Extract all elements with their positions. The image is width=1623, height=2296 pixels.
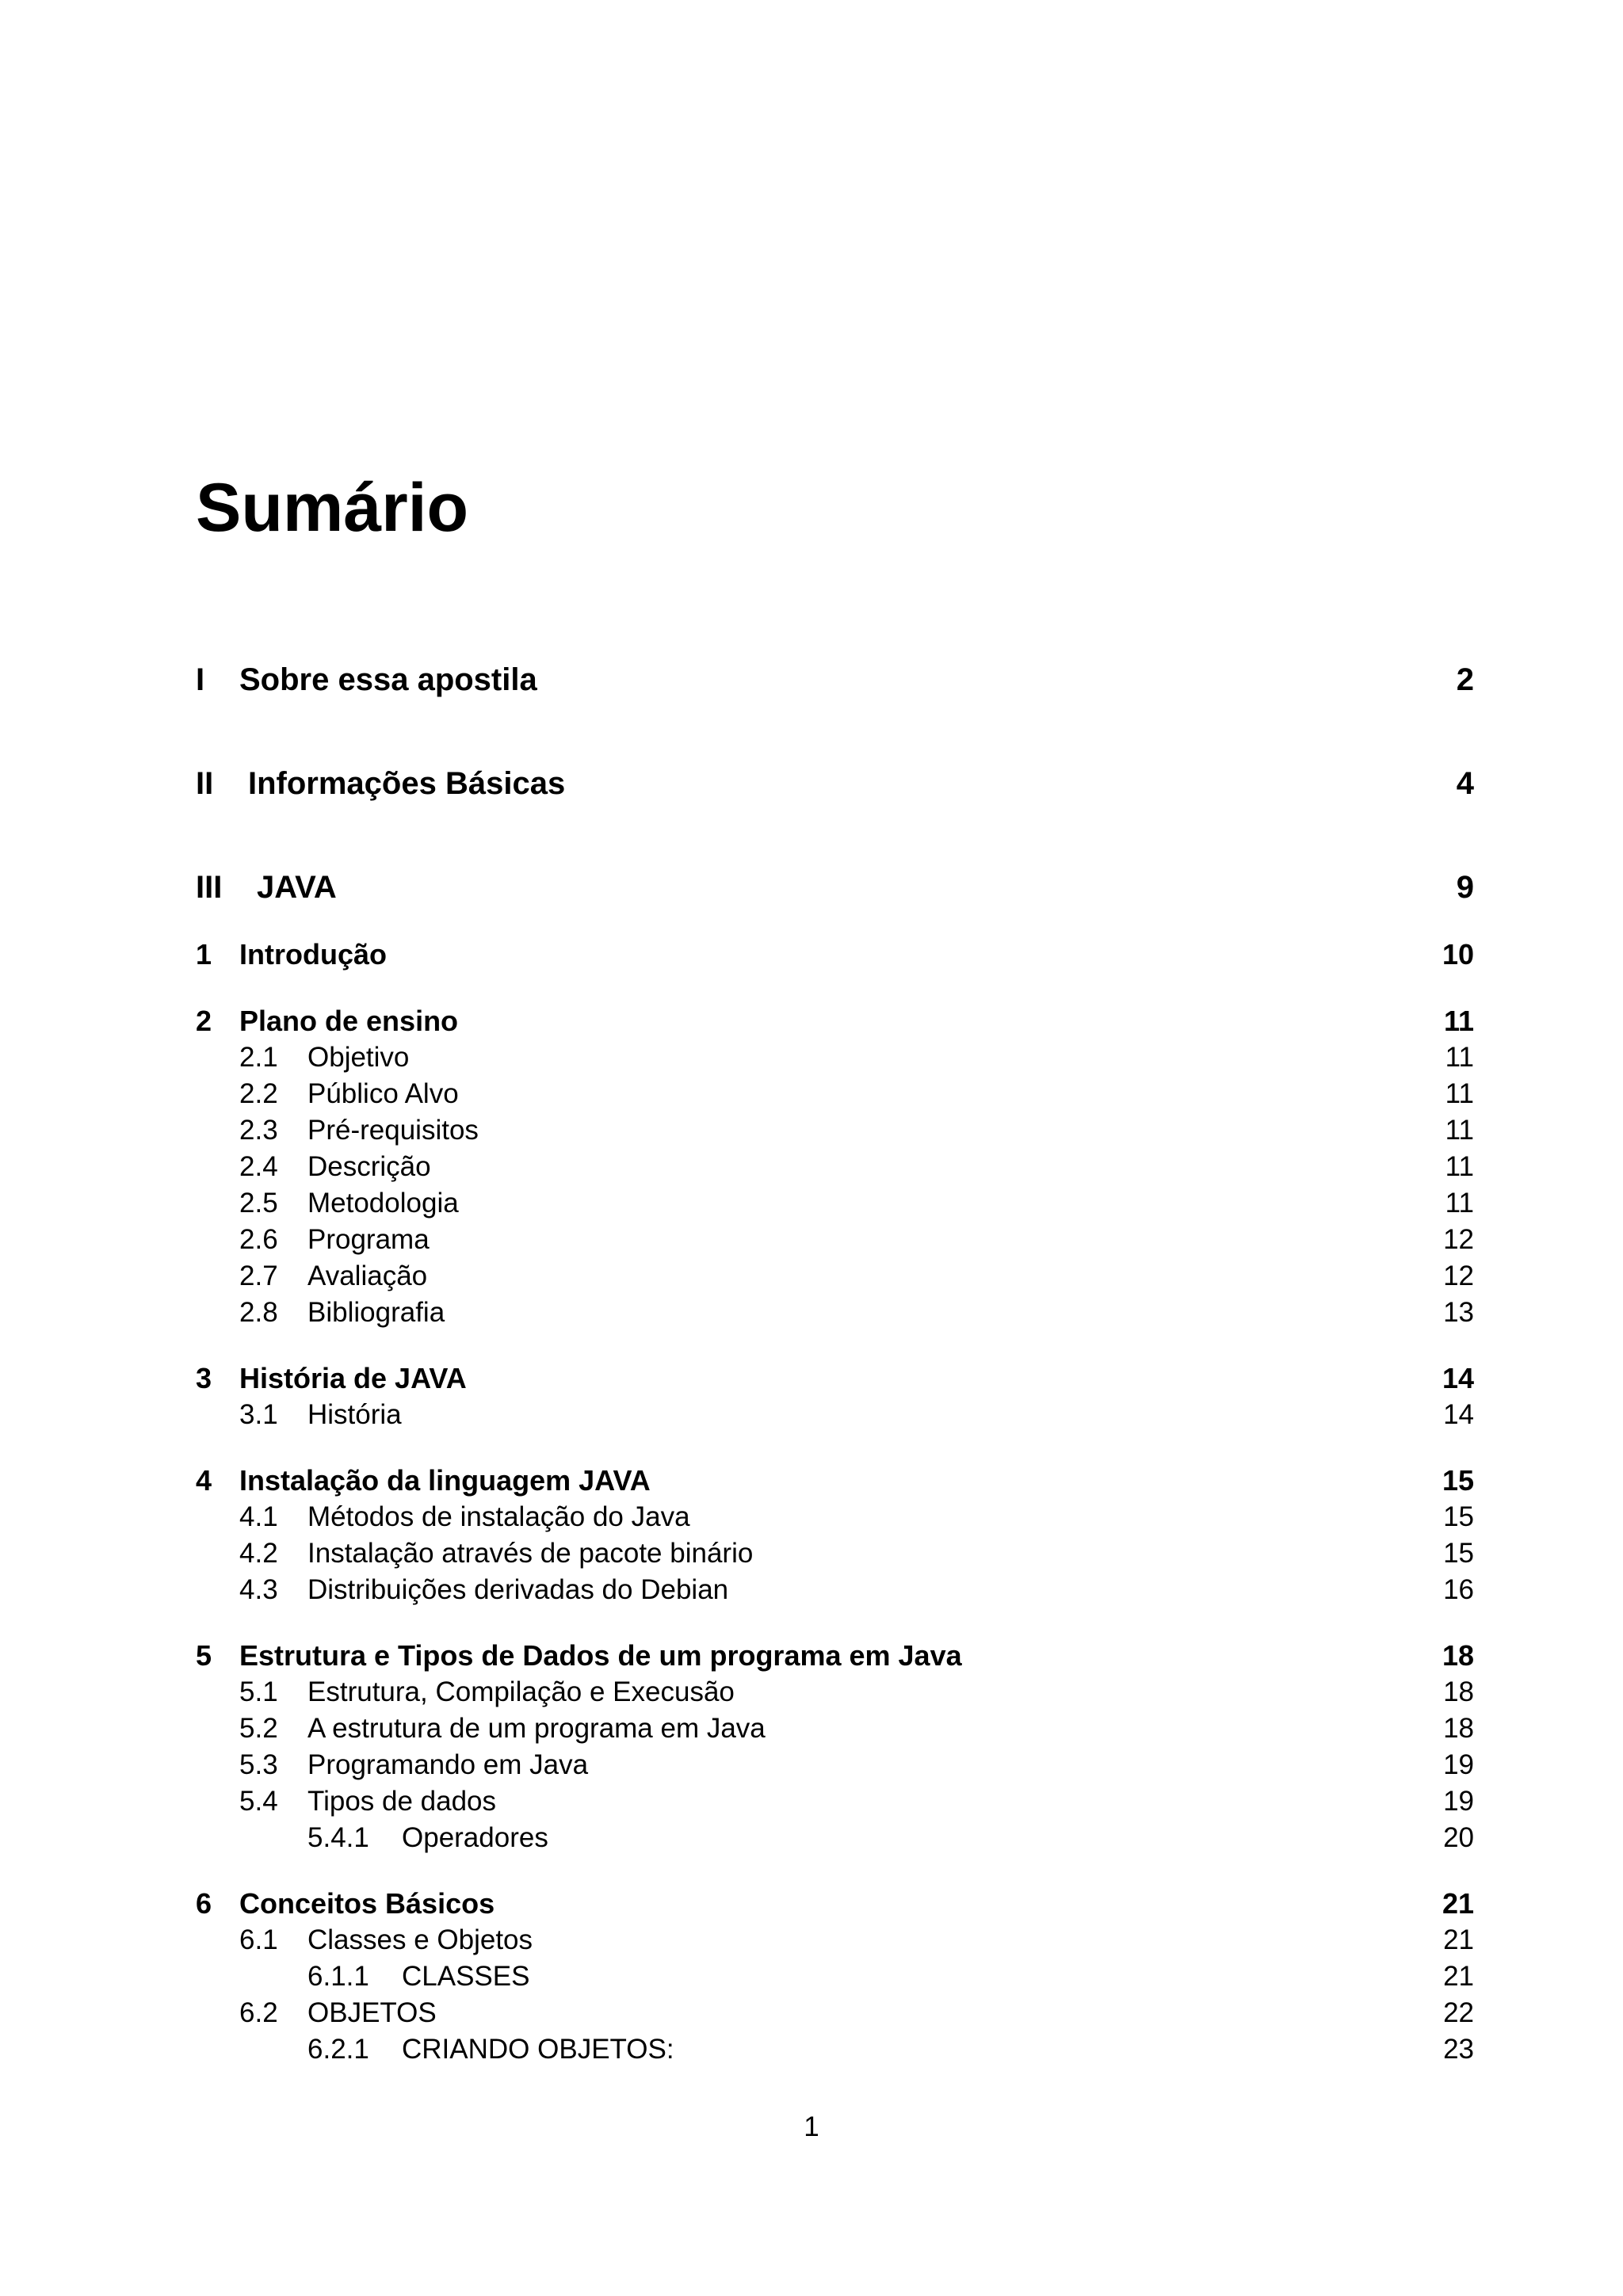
section-number: 2.1 (239, 1042, 278, 1073)
section-title: Distribuições derivadas do Debian (307, 1574, 729, 1605)
toc-chapter-row[interactable] (196, 1463, 1474, 1499)
dot-leader (413, 1397, 1433, 1433)
toc-section-row[interactable] (239, 1039, 1474, 1076)
section-number: 2.7 (239, 1261, 278, 1291)
subsection-number: 6.1.1 (307, 1961, 369, 1992)
section-title: Público Alvo (307, 1078, 459, 1109)
dot-leader (739, 1572, 1433, 1608)
section-page-number: 21 (1443, 1924, 1474, 1955)
chapter-title: Introdução (239, 938, 387, 971)
section-page-number: 18 (1443, 1713, 1474, 1744)
chapter-page-number: 11 (1443, 1005, 1474, 1037)
section-number: 2.8 (239, 1297, 278, 1328)
dot-leader (441, 1222, 1433, 1258)
page-title: Sumário (196, 470, 469, 546)
dot-leader (746, 1674, 1433, 1711)
chapter-title: Estrutura e Tipos de Dados de um programa em Java (239, 1639, 962, 1672)
part-page-number: 4 (1456, 766, 1474, 801)
toc-section-row[interactable] (239, 1076, 1474, 1112)
dot-leader (540, 1958, 1433, 1995)
section-title: Avaliação (307, 1261, 428, 1291)
section-page-number: 19 (1443, 1786, 1474, 1817)
chapter-number: 4 (196, 1464, 212, 1497)
page-number: 1 (804, 2111, 819, 2142)
part-page-number: 9 (1456, 870, 1474, 905)
dot-leader (544, 1922, 1433, 1958)
toc-part-row[interactable] (196, 662, 1474, 698)
toc-subsection-row[interactable] (307, 2031, 1474, 2068)
section-page-number: 16 (1443, 1574, 1474, 1605)
subsection-page-number: 23 (1443, 2034, 1474, 2065)
chapter-title: Conceitos Básicos (239, 1887, 495, 1920)
section-title: Instalação através de pacote binário (307, 1538, 754, 1569)
toc-chapter-row[interactable] (196, 1360, 1474, 1397)
section-page-number: 14 (1443, 1399, 1474, 1430)
toc-subsection-row[interactable] (307, 1820, 1474, 1856)
toc-chapter-row[interactable] (196, 1638, 1474, 1674)
dot-leader (701, 1499, 1433, 1535)
section-title: História (307, 1399, 402, 1430)
section-number: 2.3 (239, 1115, 278, 1146)
part-title: Sobre essa apostila (239, 662, 537, 697)
section-page-number: 13 (1443, 1297, 1474, 1328)
dot-leader (470, 1076, 1433, 1112)
section-page-number: 15 (1443, 1501, 1474, 1532)
dot-leader (507, 1783, 1433, 1820)
dot-leader (420, 1039, 1433, 1076)
chapter-number: 5 (196, 1639, 212, 1672)
section-number: 2.5 (239, 1188, 278, 1219)
section-title: Metodologia (307, 1188, 459, 1219)
section-number: 6.2 (239, 1997, 278, 2028)
section-number: 3.1 (239, 1399, 278, 1430)
toc-section-row[interactable] (239, 1295, 1474, 1331)
section-page-number: 12 (1443, 1261, 1474, 1291)
dot-leader (456, 1295, 1433, 1331)
part-number: II (196, 766, 214, 801)
subsection-title: CRIANDO OBJETOS: (402, 2034, 674, 2065)
section-number: 4.3 (239, 1574, 278, 1605)
subsection-page-number: 21 (1443, 1961, 1474, 1992)
chapter-number: 2 (196, 1005, 212, 1037)
dot-leader (448, 1995, 1433, 2031)
section-title: Classes e Objetos (307, 1924, 533, 1955)
chapter-title: História de JAVA (239, 1362, 467, 1394)
section-title: Programando em Java (307, 1749, 589, 1780)
chapter-page-number: 18 (1442, 1639, 1474, 1672)
section-title: Tipos de dados (307, 1786, 497, 1817)
part-number: III (196, 870, 223, 905)
part-page-number: 2 (1456, 662, 1474, 697)
section-number: 4.2 (239, 1538, 278, 1569)
section-number: 6.1 (239, 1924, 278, 1955)
section-page-number: 19 (1443, 1749, 1474, 1780)
toc-section-row[interactable] (239, 1572, 1474, 1608)
toc-section-row[interactable] (239, 1499, 1474, 1535)
chapter-number: 1 (196, 938, 212, 971)
section-page-number: 11 (1445, 1115, 1474, 1146)
dot-leader (438, 1258, 1433, 1295)
dot-leader (685, 2031, 1433, 2068)
chapter-number: 3 (196, 1362, 212, 1394)
section-number: 5.3 (239, 1749, 278, 1780)
dot-leader (490, 1112, 1433, 1149)
toc-section-row[interactable] (239, 1535, 1474, 1572)
part-number: I (196, 662, 205, 697)
section-title: OBJETOS (307, 1997, 437, 2028)
dot-leader (442, 1149, 1433, 1185)
section-page-number: 15 (1443, 1538, 1474, 1569)
section-page-number: 18 (1443, 1676, 1474, 1707)
toc-chapter-row[interactable] (196, 936, 1474, 973)
toc-section-row[interactable] (239, 1397, 1474, 1433)
chapter-title: Instalação da linguagem JAVA (239, 1464, 651, 1497)
section-number: 2.6 (239, 1224, 278, 1255)
toc-section-row[interactable] (239, 1149, 1474, 1185)
section-title: Estrutura, Compilação e Execusão (307, 1676, 735, 1707)
section-page-number: 11 (1445, 1042, 1474, 1073)
part-title: JAVA (257, 870, 337, 905)
section-number: 5.4 (239, 1786, 278, 1817)
section-number: 4.1 (239, 1501, 278, 1532)
dot-leader (599, 1747, 1433, 1783)
subsection-number: 5.4.1 (307, 1822, 369, 1853)
subsection-title: CLASSES (402, 1961, 530, 1992)
toc-section-row[interactable] (239, 1783, 1474, 1820)
section-number: 2.2 (239, 1078, 278, 1109)
chapter-page-number: 10 (1442, 938, 1474, 971)
chapter-number: 6 (196, 1887, 212, 1920)
dot-leader (559, 1820, 1433, 1856)
subsection-page-number: 20 (1443, 1822, 1474, 1853)
section-page-number: 22 (1443, 1997, 1474, 2028)
section-number: 5.2 (239, 1713, 278, 1744)
section-page-number: 11 (1445, 1078, 1474, 1109)
section-page-number: 12 (1443, 1224, 1474, 1255)
section-number: 5.1 (239, 1676, 278, 1707)
section-number: 2.4 (239, 1151, 278, 1182)
section-page-number: 11 (1445, 1188, 1474, 1219)
toc-section-row[interactable] (239, 1112, 1474, 1149)
part-title: Informações Básicas (248, 766, 566, 801)
section-title: Bibliografia (307, 1297, 445, 1328)
toc-chapter-row[interactable] (196, 1886, 1474, 1922)
toc-chapter-row[interactable] (196, 1003, 1474, 1039)
section-title: A estrutura de um programa em Java (307, 1713, 766, 1744)
chapter-page-number: 14 (1442, 1362, 1474, 1394)
chapter-page-number: 15 (1442, 1464, 1474, 1497)
toc-section-row[interactable] (239, 1711, 1474, 1747)
subsection-number: 6.2.1 (307, 2034, 369, 2065)
section-title: Programa (307, 1224, 430, 1255)
section-title: Métodos de instalação do Java (307, 1501, 690, 1532)
section-title: Objetivo (307, 1042, 410, 1073)
toc-part-row[interactable] (196, 765, 1474, 802)
toc-section-row[interactable] (239, 1674, 1474, 1711)
subsection-title: Operadores (402, 1822, 548, 1853)
chapter-title: Plano de ensino (239, 1005, 459, 1037)
toc-section-row[interactable] (239, 1222, 1474, 1258)
dot-leader (777, 1711, 1433, 1747)
toc-part-row[interactable] (196, 869, 1474, 906)
section-title: Pré-requisitos (307, 1115, 479, 1146)
toc-section-row[interactable] (239, 1185, 1474, 1222)
toc-subsection-row[interactable] (307, 1958, 1474, 1995)
dot-leader (470, 1185, 1433, 1222)
section-title: Descrição (307, 1151, 431, 1182)
section-page-number: 11 (1445, 1151, 1474, 1182)
dot-leader (764, 1535, 1433, 1572)
toc-section-row[interactable] (239, 1258, 1474, 1295)
toc-section-row[interactable] (239, 1995, 1474, 2031)
toc-section-row[interactable] (239, 1747, 1474, 1783)
chapter-page-number: 21 (1442, 1887, 1474, 1920)
toc-section-row[interactable] (239, 1922, 1474, 1958)
